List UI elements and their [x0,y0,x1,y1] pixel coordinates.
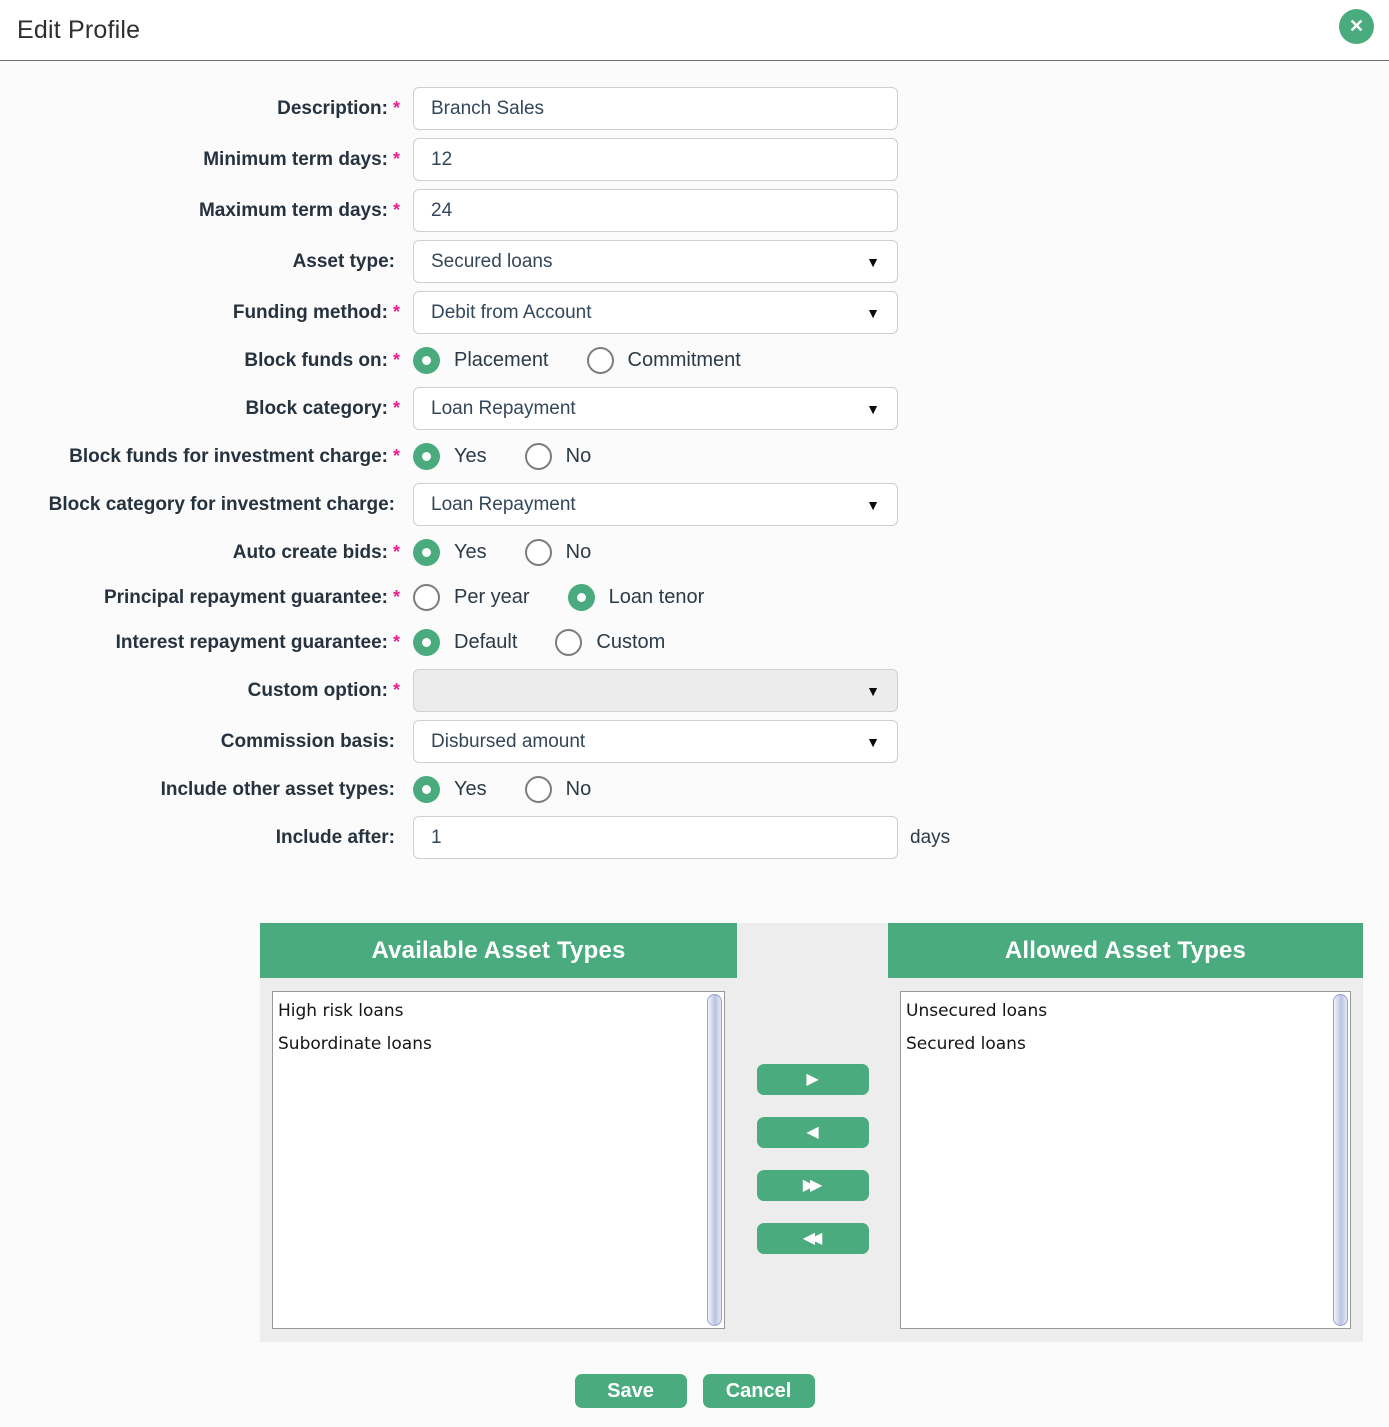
form-row-include-after [0,816,1389,859]
form-row-commission-basis [0,720,1389,763]
form-row-block-funds-on [0,342,1389,379]
block-funds-on-commitment-radio[interactable]: Commitment [587,347,741,374]
form-row-custom-option [0,669,1389,712]
required-asterisk: * [392,97,400,118]
radio-selected-icon [413,629,440,656]
form-row-interest-repayment-guarantee [0,624,1389,661]
close-icon: ✕ [1348,16,1365,36]
arrow-right-icon: ▶ [806,1070,819,1088]
commission-basis-select-value: Disbursed amount [431,730,586,752]
block-funds-on-label: Block funds on: * [244,349,400,371]
custom-option-select [413,669,898,712]
form-row-block-category-for-investment-charge [0,483,1389,526]
list-item[interactable]: Unsecured loans [906,1001,1048,1021]
required-asterisk: * [392,397,400,418]
cancel-button[interactable]: Cancel [703,1374,815,1408]
chevron-down-icon: ▼ [866,253,880,270]
edit-profile-form [0,61,1389,859]
include-other-asset-types-yes-radio[interactable]: Yes [413,776,487,803]
form-row-maximum-term-days [0,189,1389,232]
custom-option-label: Custom option: * [247,679,400,701]
radio-unselected-icon [555,629,582,656]
asset-type-select[interactable] [413,240,898,283]
include-other-asset-types-no-radio[interactable]: No [525,776,592,803]
radio-selected-icon [413,443,440,470]
allowed-asset-types-listbox[interactable] [900,991,1351,1329]
commission-basis-select[interactable] [413,720,898,763]
required-asterisk: * [392,445,400,466]
available-asset-types-header: Available Asset Types [260,923,737,978]
asset-types-transfer-panel [260,923,1363,1342]
block-category-for-investment-charge-select-value: Loan Repayment [431,493,576,515]
radio-unselected-icon [413,584,440,611]
auto-create-bids-yes-radio[interactable]: Yes [413,539,487,566]
form-row-minimum-term-days [0,138,1389,181]
asset-type-label: Asset type: [292,250,395,272]
required-asterisk: * [392,631,400,652]
block-category-label: Block category: * [245,397,400,419]
auto-create-bids-label: Auto create bids: * [232,541,400,563]
double-arrow-right-icon: ▶▶ [802,1176,818,1194]
required-asterisk: * [392,199,400,220]
minimum-term-days-label: Minimum term days: * [203,148,400,170]
include-other-asset-types-label: Include other asset types: [160,778,395,800]
radio-selected-icon [568,584,595,611]
block-category-select-value: Loan Repayment [431,397,576,419]
allowed-asset-types-column [888,923,1363,1329]
transfer-buttons-column [737,923,888,1329]
block-funds-on-placement-radio[interactable]: Placement [413,347,549,374]
save-button[interactable]: Save [575,1374,687,1408]
chevron-down-icon: ▼ [866,733,880,750]
block-funds-for-investment-charge-yes-radio[interactable]: Yes [413,443,487,470]
required-asterisk: * [392,349,400,370]
principal-repayment-guarantee-loan-tenor-radio[interactable]: Loan tenor [568,584,705,611]
required-asterisk: * [392,148,400,169]
interest-repayment-guarantee-label: Interest repayment guarantee: * [115,631,400,653]
available-asset-types-column [260,923,737,1329]
form-row-block-funds-for-investment-charge [0,438,1389,475]
arrow-left-icon: ◀ [806,1123,819,1141]
required-asterisk: * [392,541,400,562]
chevron-down-icon: ▼ [866,682,880,699]
chevron-down-icon: ▼ [866,496,880,513]
block-funds-for-investment-charge-no-radio[interactable]: No [525,443,592,470]
form-row-auto-create-bids [0,534,1389,571]
radio-unselected-icon [525,443,552,470]
radio-unselected-icon [587,347,614,374]
chevron-down-icon: ▼ [866,304,880,321]
required-asterisk: * [392,301,400,322]
funding-method-select-value: Debit from Account [431,301,592,323]
funding-method-label: Funding method: * [232,301,400,323]
description-input[interactable] [413,87,898,130]
form-row-funding-method [0,291,1389,334]
move-all-right-button[interactable] [757,1170,869,1201]
required-asterisk: * [392,679,400,700]
allowed-asset-types-header: Allowed Asset Types [888,923,1363,978]
principal-repayment-guarantee-per-year-radio[interactable]: Per year [413,584,530,611]
auto-create-bids-no-radio[interactable]: No [525,539,592,566]
radio-unselected-icon [525,539,552,566]
form-row-include-other-asset-types [0,771,1389,808]
list-item[interactable]: Secured loans [906,1034,1026,1054]
commission-basis-label: Commission basis: [220,730,395,752]
block-category-select[interactable] [413,387,898,430]
funding-method-select[interactable] [413,291,898,334]
form-row-description [0,87,1389,130]
move-all-left-button[interactable] [757,1223,869,1254]
move-right-button[interactable] [757,1064,869,1095]
form-row-block-category [0,387,1389,430]
required-asterisk: * [392,586,400,607]
maximum-term-days-label: Maximum term days: * [198,199,400,221]
include-after-input[interactable] [413,816,898,859]
double-arrow-left-icon: ◀◀ [802,1229,818,1247]
include-after-days-suffix: days [910,826,951,848]
form-row-asset-type [0,240,1389,283]
description-label: Description: * [277,97,400,119]
interest-repayment-guarantee-custom-radio[interactable]: Custom [555,629,665,656]
block-category-for-investment-charge-select[interactable] [413,483,898,526]
scrollbar[interactable] [1333,994,1348,1326]
move-left-button[interactable] [757,1117,869,1148]
list-item[interactable]: Subordinate loans [278,1034,432,1054]
principal-repayment-guarantee-label: Principal repayment guarantee: * [103,586,400,608]
close-button[interactable] [1339,9,1374,44]
interest-repayment-guarantee-default-radio[interactable]: Default [413,629,517,656]
include-after-label: Include after: [275,826,395,848]
minimum-term-days-input[interactable] [413,138,898,181]
block-funds-for-investment-charge-label: Block funds for investment charge: * [69,445,400,467]
asset-type-select-value: Secured loans [431,250,553,272]
chevron-down-icon: ▼ [866,400,880,417]
radio-unselected-icon [525,776,552,803]
radio-selected-icon [413,776,440,803]
modal-header [0,0,1389,61]
radio-selected-icon [413,347,440,374]
page-title: Edit Profile [17,15,141,44]
available-asset-types-listbox[interactable] [272,991,725,1329]
block-category-for-investment-charge-label: Block category for investment charge: [48,493,395,515]
maximum-term-days-input[interactable] [413,189,898,232]
form-row-principal-repayment-guarantee [0,579,1389,616]
form-actions [0,1374,1389,1418]
scrollbar[interactable] [707,994,722,1326]
radio-selected-icon [413,539,440,566]
list-item[interactable]: High risk loans [278,1001,404,1021]
